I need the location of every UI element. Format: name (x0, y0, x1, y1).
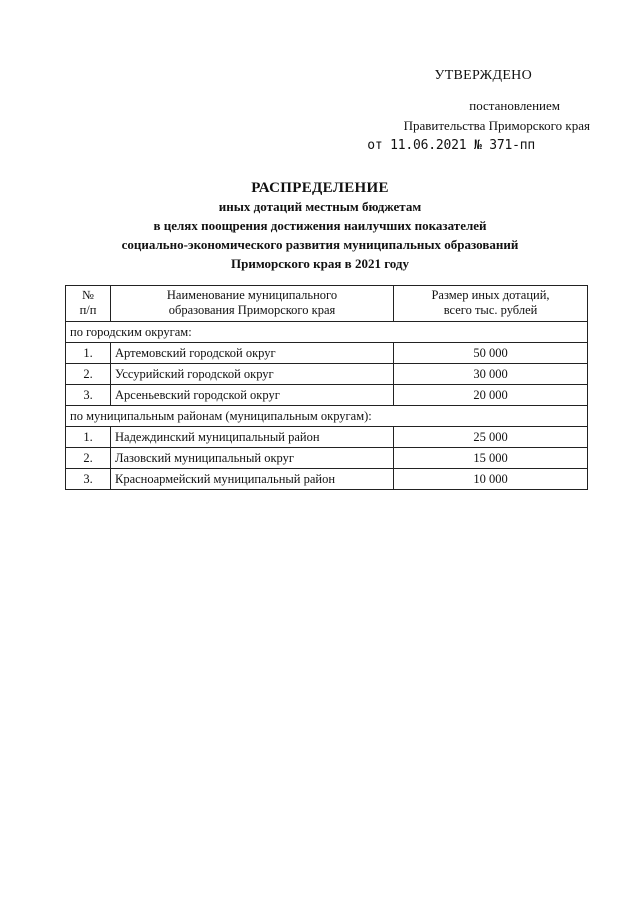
header-num (66, 286, 111, 322)
header-num-line-1: № (82, 288, 94, 302)
table-row (66, 469, 588, 490)
header-name-line-2: образования Приморского края (168, 303, 336, 317)
row-num: 2. (66, 364, 111, 385)
group-row (66, 322, 588, 343)
table-row (66, 343, 588, 364)
row-name: Арсеньевский городской округ (111, 385, 394, 406)
heading-line-3: социально-экономического развития муниципальных образований (121, 237, 519, 252)
row-amount: 30 000 (394, 364, 588, 385)
table-row (66, 385, 588, 406)
row-name: Уссурийский городской округ (111, 364, 394, 385)
header-name (111, 286, 394, 322)
row-num: 1. (66, 343, 111, 364)
approval-title: УТВЕРЖДЕНО (434, 68, 532, 83)
heading-line-1: иных дотаций местным бюджетам (218, 199, 422, 214)
document-heading (0, 180, 640, 273)
row-num: 3. (66, 385, 111, 406)
document-title: РАСПРЕДЕЛЕНИЕ (251, 180, 389, 196)
row-name: Артемовский городской округ (111, 343, 394, 364)
row-amount: 15 000 (394, 448, 588, 469)
row-name: Надеждинский муниципальный район (111, 427, 394, 448)
header-amount (394, 286, 588, 322)
row-amount: 50 000 (394, 343, 588, 364)
approval-date-number: от 11.06.2021 № 371-пп (367, 138, 535, 153)
distribution-table (65, 285, 588, 490)
header-num-line-2: п/п (79, 303, 97, 317)
table-row (66, 427, 588, 448)
approval-stamp (330, 68, 590, 153)
heading-line-2: в целях поощрения достижения наилучших показателей (153, 218, 487, 233)
row-num: 3. (66, 469, 111, 490)
row-num: 2. (66, 448, 111, 469)
group-label: по муниципальным районам (муниципальным округам): (66, 406, 588, 427)
group-label: по городским округам: (66, 322, 588, 343)
row-amount: 25 000 (394, 427, 588, 448)
row-amount: 20 000 (394, 385, 588, 406)
table-row (66, 364, 588, 385)
group-row (66, 406, 588, 427)
header-amount-line-1: Размер иных дотаций, (431, 288, 550, 302)
row-amount: 10 000 (394, 469, 588, 490)
table-row (66, 448, 588, 469)
header-name-line-1: Наименование муниципального (166, 288, 338, 302)
header-amount-line-2: всего тыс. рублей (443, 303, 538, 317)
row-num: 1. (66, 427, 111, 448)
table-header-row (66, 286, 588, 322)
heading-line-4: Приморского края в 2021 году (231, 256, 409, 271)
approval-by-line: постановлением (469, 98, 560, 113)
approval-authority: Правительства Приморского края (403, 118, 590, 133)
row-name: Красноармейский муниципальный район (111, 469, 394, 490)
row-name: Лазовский муниципальный округ (111, 448, 394, 469)
